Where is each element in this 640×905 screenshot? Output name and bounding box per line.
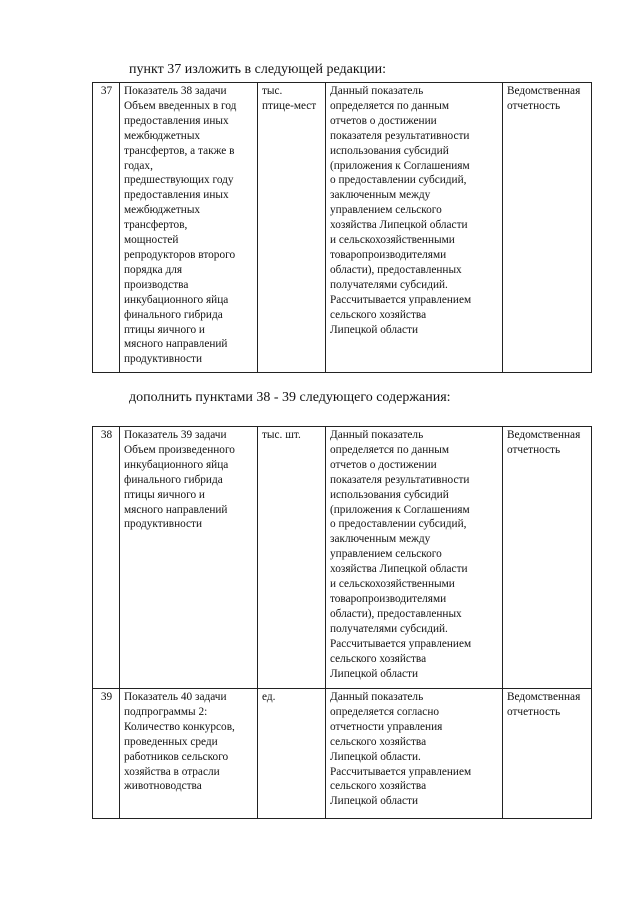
cell-text-line: отчетность (507, 705, 561, 718)
table-items-38-39 (92, 426, 592, 819)
cell-text-line: мясного направлений (124, 503, 228, 516)
cell-text-line: Показатель 40 задачи (124, 691, 227, 703)
table-row-38 (93, 427, 592, 689)
cell-text-line: использования субсидий (330, 144, 449, 157)
cell-text-line: сельского хозяйства (330, 780, 427, 793)
cell-text-line: использования субсидий (330, 488, 449, 501)
indicator-cell (120, 689, 258, 819)
cell-text-line: трансфертов, (124, 219, 188, 232)
cell-text-line: предоставления иных (124, 114, 229, 127)
description-cell (326, 427, 503, 689)
cell-text-line: Рассчитывается управлением (330, 765, 472, 778)
description-cell (326, 83, 503, 373)
cell-text-line: заключенным между (330, 189, 431, 202)
cell-text-line: показателя результативности (330, 473, 470, 486)
cell-text-line: Данный показатель (330, 85, 424, 97)
cell-text-line: предшествующих году (124, 174, 234, 187)
row-number: 38 (93, 427, 120, 689)
cell-text-line: определяется по данным (330, 443, 450, 456)
source-cell (503, 83, 592, 373)
indicator-cell (120, 83, 258, 373)
indicator-cell (120, 427, 258, 689)
cell-text-line: финального гибрида (124, 473, 223, 486)
cell-text-line: Показатель 38 задачи (124, 85, 227, 97)
cell-text-line: управлением сельского (330, 204, 442, 217)
cell-text-line: отчетов о достижении (330, 114, 437, 127)
unit-cell (258, 83, 326, 373)
cell-text-line: хозяйства Липецкой области (330, 219, 468, 232)
cell-text-line: о предоставлении субсидий, (330, 518, 467, 531)
cell-text-line: отчетов о достижении (330, 458, 437, 471)
cell-text-line: инкубационного яйца (124, 293, 229, 306)
cell-text-line: Объем произведенного (124, 443, 235, 456)
cell-text-line: порядка для (124, 263, 183, 276)
cell-text-line: репродукторов второго (124, 248, 236, 261)
cell-text-line: предоставления иных (124, 189, 229, 202)
row-number: 39 (93, 689, 120, 819)
cell-text-line: области), предоставленных (330, 607, 462, 620)
cell-text-line: определяется по данным (330, 99, 450, 112)
cell-text-line: продуктивности (124, 353, 203, 366)
cell-text-line: годах, (124, 159, 153, 172)
section1-intro: пункт 37 изложить в следующей редакции: (129, 62, 386, 77)
cell-text-line: Данный показатель (330, 429, 424, 441)
cell-text-line: Липецкой области (330, 667, 419, 680)
table-row-37 (93, 83, 592, 373)
cell-text-line: межбюджетных (124, 204, 201, 217)
cell-text-line: (приложения к Соглашениям (330, 503, 470, 516)
cell-text-line: показателя результативности (330, 129, 470, 142)
cell-text-line: Количество конкурсов, (124, 720, 235, 733)
cell-text-line: получателями субсидий. (330, 278, 448, 291)
cell-text-line: производства (124, 278, 189, 291)
cell-text-line: Липецкой области (330, 323, 419, 336)
cell-text-line: Липецкой области (330, 795, 419, 808)
unit-cell (258, 427, 326, 689)
cell-text-line: финального гибрида (124, 308, 223, 321)
cell-text-line: тыс. шт. (262, 429, 301, 441)
cell-text-line: трансфертов, а также в (124, 144, 235, 157)
table-item-37 (92, 82, 592, 373)
cell-text-line: Рассчитывается управлением (330, 637, 472, 650)
cell-text-line: Объем введенных в год (124, 99, 237, 112)
cell-text-line: заключенным между (330, 533, 431, 546)
cell-text-line: товаропроизводителями (330, 592, 447, 605)
cell-text-line: птицы яичного и (124, 323, 205, 336)
cell-text-line: и сельскохозяйственными (330, 578, 455, 591)
cell-text-line: сельского хозяйства (330, 308, 427, 321)
cell-text-line: инкубационного яйца (124, 458, 229, 471)
cell-text-line: области), предоставленных (330, 263, 462, 276)
description-cell (326, 689, 503, 819)
cell-text-line: получателями субсидий. (330, 622, 448, 635)
cell-text-line: сельского хозяйства (330, 652, 427, 665)
table-row-39 (93, 689, 592, 819)
cell-text-line: ед. (262, 691, 276, 703)
cell-text-line: животноводства (124, 780, 202, 793)
cell-text-line: Показатель 39 задачи (124, 429, 227, 441)
cell-text-line: хозяйства Липецкой области (330, 563, 468, 576)
cell-text-line: Ведомственная (507, 429, 581, 441)
row-number: 37 (93, 83, 120, 373)
cell-text-line: Данный показатель (330, 691, 424, 703)
cell-text-line: Ведомственная (507, 691, 581, 703)
cell-text-line: мясного направлений (124, 338, 228, 351)
cell-text-line: Липецкой области. (330, 750, 421, 763)
cell-text-line: товаропроизводителями (330, 248, 447, 261)
cell-text-line: отчетности управления (330, 720, 443, 733)
cell-text-line: работников сельского (124, 750, 229, 763)
cell-text-line: отчетность (507, 443, 561, 456)
cell-text-line: Рассчитывается управлением (330, 293, 472, 306)
cell-text-line: (приложения к Соглашениям (330, 159, 470, 172)
cell-text-line: проведенных среди (124, 735, 218, 748)
cell-text-line: межбюджетных (124, 129, 201, 142)
unit-cell (258, 689, 326, 819)
cell-text-line: хозяйства в отрасли (124, 765, 220, 778)
cell-text-line: Ведомственная (507, 85, 581, 97)
cell-text-line: отчетность (507, 99, 561, 112)
source-cell (503, 427, 592, 689)
cell-text-line: сельского хозяйства (330, 735, 427, 748)
cell-text-line: управлением сельского (330, 548, 442, 561)
cell-text-line: продуктивности (124, 518, 203, 531)
cell-text-line: определяется согласно (330, 705, 440, 718)
cell-text-line: о предоставлении субсидий, (330, 174, 467, 187)
cell-text-line: и сельскохозяйственными (330, 234, 455, 247)
source-cell (503, 689, 592, 819)
cell-text-line: подпрограммы 2: (124, 705, 208, 718)
section2-intro: дополнить пунктами 38 - 39 следующего содержания: (129, 390, 451, 405)
cell-text-line: тыс. (262, 85, 283, 97)
cell-text-line: мощностей (124, 234, 179, 247)
cell-text-line: птице-мест (262, 99, 317, 112)
cell-text-line: птицы яичного и (124, 488, 205, 501)
